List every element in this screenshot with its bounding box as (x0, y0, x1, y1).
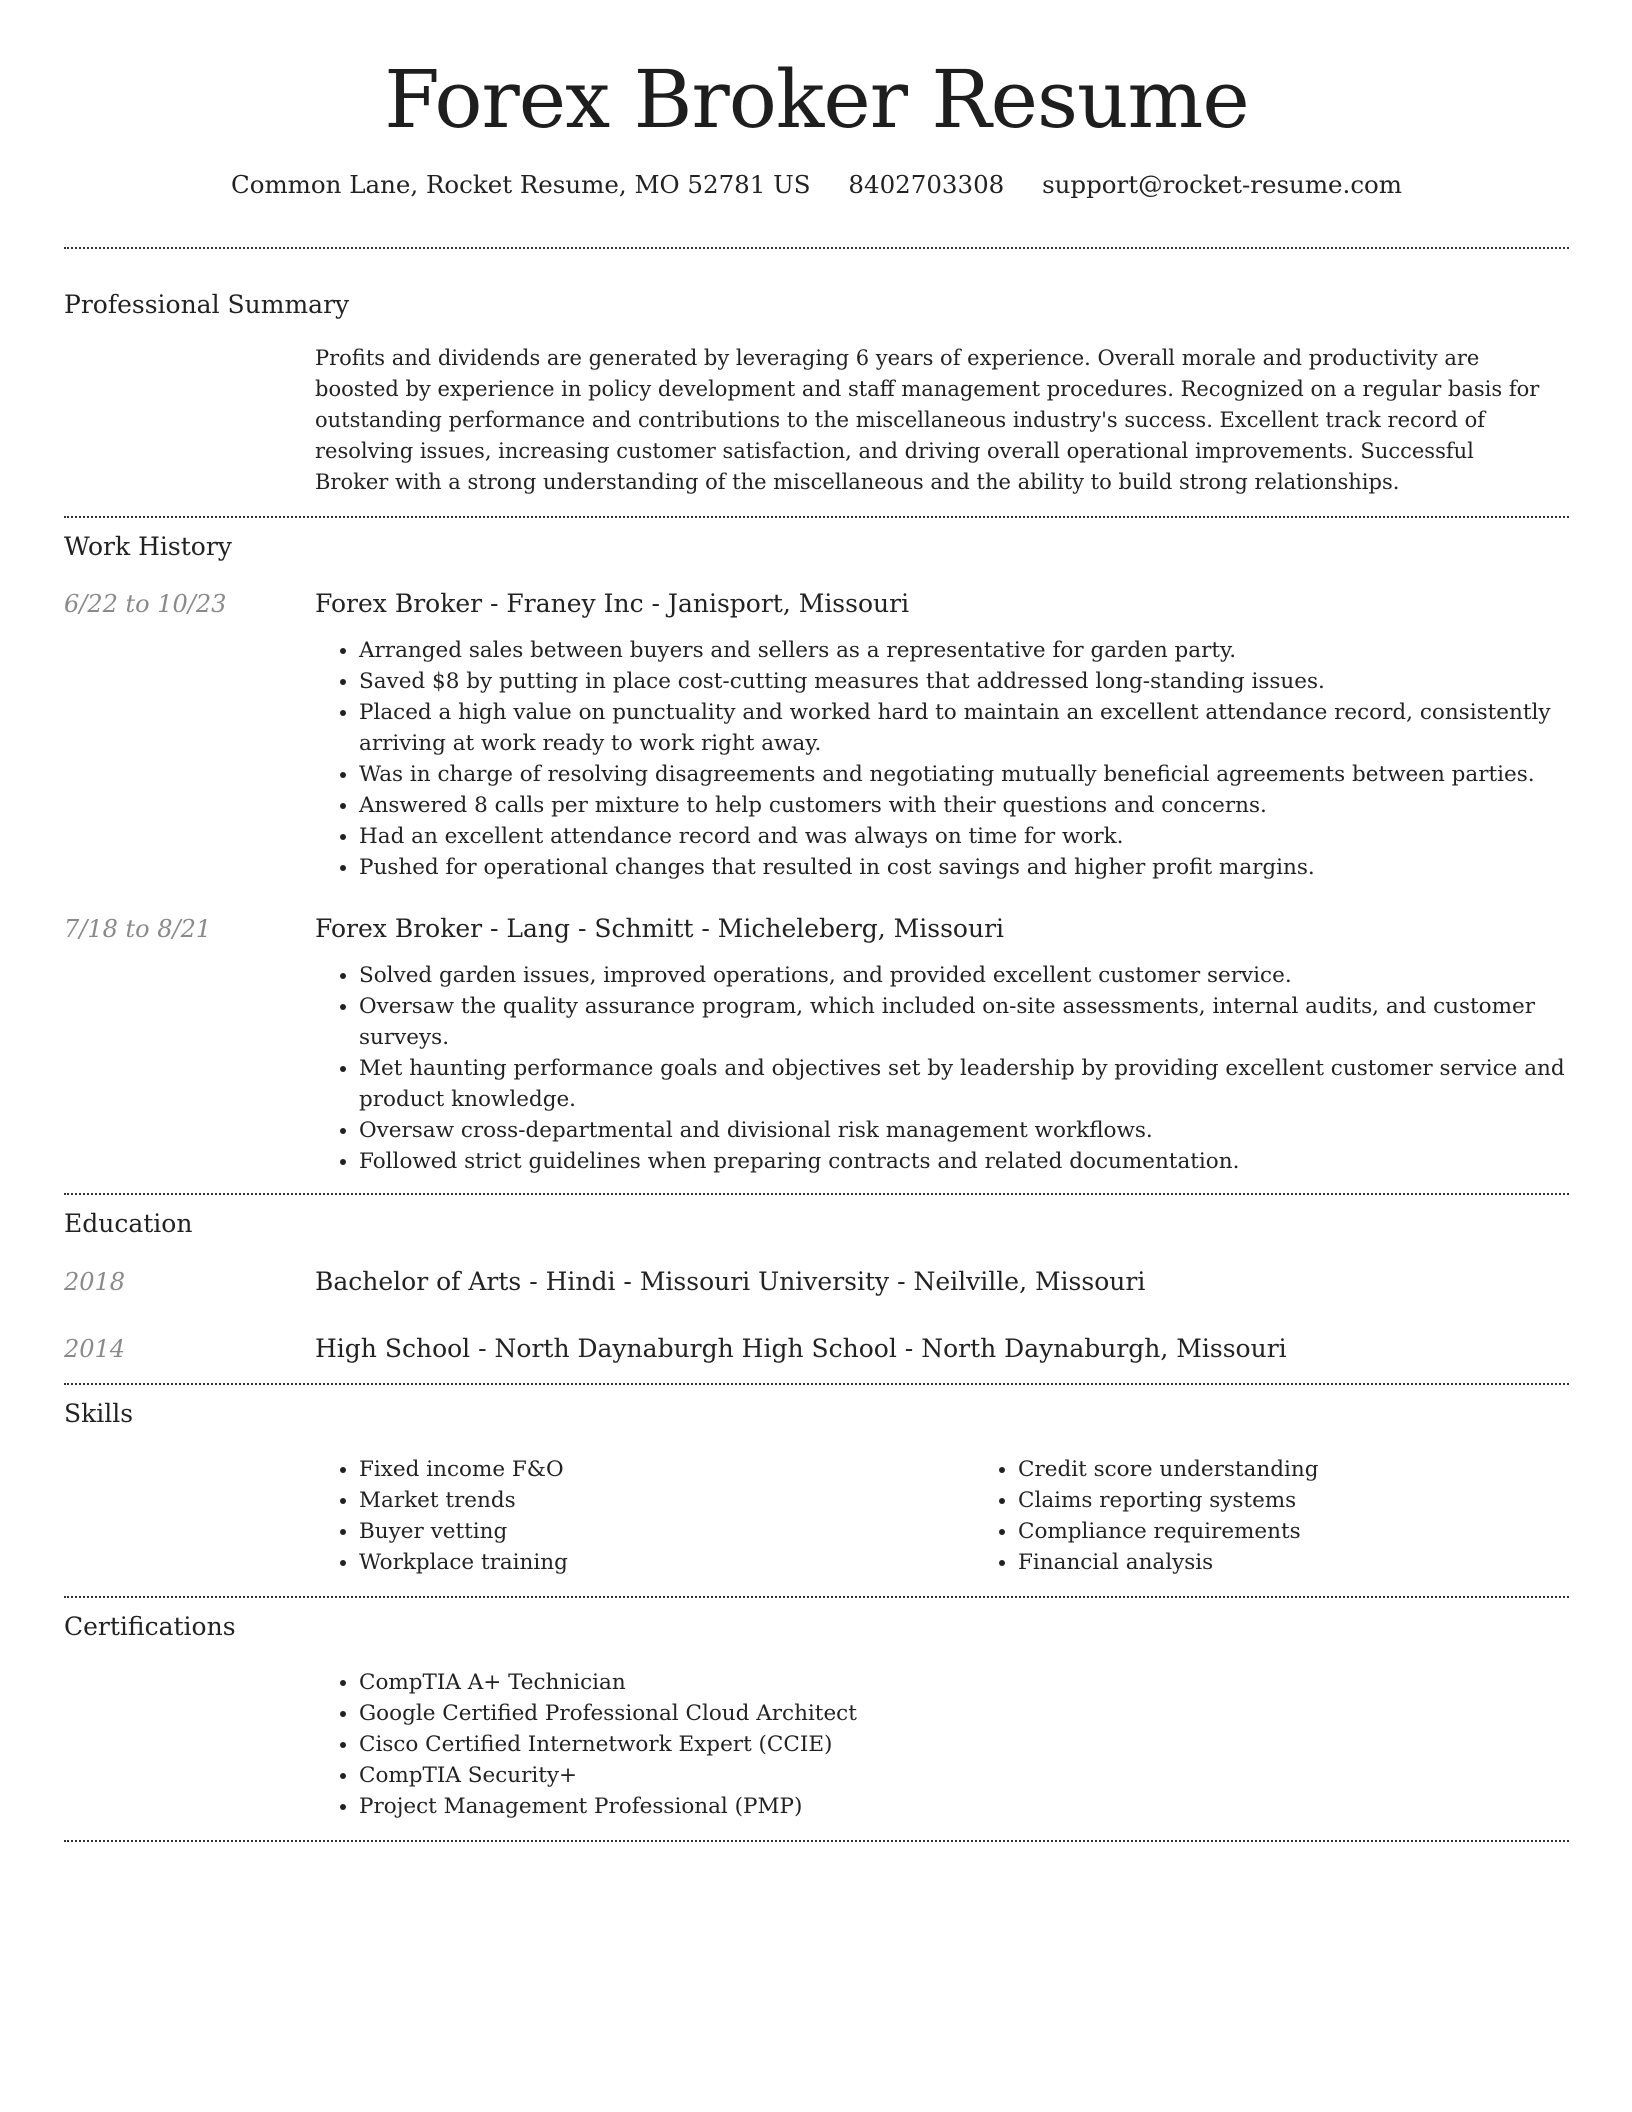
job-entry (64, 588, 1569, 883)
education-detail: High School - North Daynaburgh High School - North Daynaburgh, Missouri (315, 1334, 1287, 1363)
list-item: • Placed a high value on punctuality and worked hard to maintain an excellent attendance record, consistently arriving at work ready to work right away. (359, 697, 1569, 759)
skills-section (64, 1398, 1569, 1578)
job-bullets (315, 635, 1569, 883)
education-year: 2014 (64, 1335, 126, 1363)
divider (64, 516, 1569, 518)
skills-list-right (974, 1454, 1632, 1578)
divider (64, 1193, 1569, 1195)
list-item: • Oversaw the quality assurance program, which included on-site assessments, internal audits, and customer surveys. (359, 991, 1569, 1053)
job-heading: Forex Broker - Franey Inc - Janisport, Missouri (315, 589, 910, 618)
list-item: • Pushed for operational changes that resulted in cost savings and higher profit margins. (359, 852, 1569, 883)
divider (64, 1383, 1569, 1385)
job-dates: 7/18 to 8/21 (64, 915, 212, 943)
list-item: • Saved $8 by putting in place cost-cutting measures that addressed long-standing issues. (359, 666, 1569, 697)
list-item: • CompTIA A+ Technician (359, 1667, 1569, 1698)
list-item: • Financial analysis (1018, 1547, 1632, 1578)
list-item: • Answered 8 calls per mixture to help customers with their questions and concerns. (359, 790, 1569, 821)
education-heading: Education (64, 1209, 193, 1238)
list-item: • Workplace training (359, 1547, 974, 1578)
list-item: • Arranged sales between buyers and sellers as a representative for garden party. (359, 635, 1569, 666)
list-item: • Met haunting performance goals and objectives set by leadership by providing excellent customer service and product knowledge. (359, 1053, 1569, 1115)
education-entry (64, 1266, 1569, 1298)
list-item: • Market trends (359, 1485, 974, 1516)
list-item: • Oversaw cross-departmental and divisional risk management workflows. (359, 1115, 1569, 1146)
divider (64, 1840, 1569, 1842)
list-item: • Buyer vetting (359, 1516, 974, 1547)
list-item: • Cisco Certified Internetwork Expert (CCIE) (359, 1729, 1569, 1760)
job-bullets (315, 960, 1569, 1177)
contact-address: Common Lane, Rocket Resume, MO 52781 US (230, 170, 811, 199)
list-item: • Followed strict guidelines when preparing contracts and related documentation. (359, 1146, 1569, 1177)
job-heading: Forex Broker - Lang - Schmitt - Micheleberg, Missouri (315, 914, 1005, 943)
divider (64, 1596, 1569, 1598)
education-section (64, 1208, 1569, 1365)
summary-section (64, 289, 1569, 498)
education-year: 2018 (64, 1268, 126, 1296)
skills-list-left (315, 1454, 974, 1578)
contact-line (64, 168, 1569, 202)
divider (64, 247, 1569, 249)
job-dates: 6/22 to 10/23 (64, 590, 227, 618)
list-item: • Had an excellent attendance record and was always on time for work. (359, 821, 1569, 852)
skills-heading: Skills (64, 1399, 134, 1428)
certifications-section (64, 1611, 1569, 1822)
list-item: • Claims reporting systems (1018, 1485, 1632, 1516)
certifications-list (315, 1667, 1569, 1822)
summary-heading: Professional Summary (64, 290, 350, 319)
list-item: • Was in charge of resolving disagreements and negotiating mutually beneficial agreements between parties. (359, 759, 1569, 790)
list-item: • CompTIA Security+ (359, 1760, 1569, 1791)
work-history-heading: Work History (64, 532, 232, 561)
list-item: • Fixed income F&O (359, 1454, 974, 1485)
contact-email: support@rocket-resume.com (1042, 170, 1403, 199)
list-item: • Project Management Professional (PMP) (359, 1791, 1569, 1822)
resume-page (64, 0, 1569, 1842)
list-item: • Solved garden issues, improved operations, and provided excellent customer service. (359, 960, 1569, 991)
certifications-heading: Certifications (64, 1612, 236, 1641)
resume-title: Forex Broker Resume (384, 53, 1249, 146)
work-history-section (64, 531, 1569, 1177)
summary-text: Profits and dividends are generated by leveraging 6 years of experience. Overall morale and productivity are boosted by experience in policy development and staff management procedures. Recognized on a regular basis for outstanding performance and contributions to the miscellaneous industry's success. Excellent track record of resolving issues, increasing customer satisfaction, and driving overall operational improvements. Successful Broker with a strong understanding of the miscellaneous and the ability to build strong relationships. (315, 346, 1540, 494)
list-item: • Credit score understanding (1018, 1454, 1632, 1485)
job-entry (64, 913, 1569, 1177)
contact-phone: 8402703308 (848, 170, 1005, 199)
list-item: • Compliance requirements (1018, 1516, 1632, 1547)
education-detail: Bachelor of Arts - Hindi - Missouri University - Neilville, Missouri (315, 1267, 1146, 1296)
list-item: • Google Certified Professional Cloud Architect (359, 1698, 1569, 1729)
education-entry (64, 1333, 1569, 1365)
